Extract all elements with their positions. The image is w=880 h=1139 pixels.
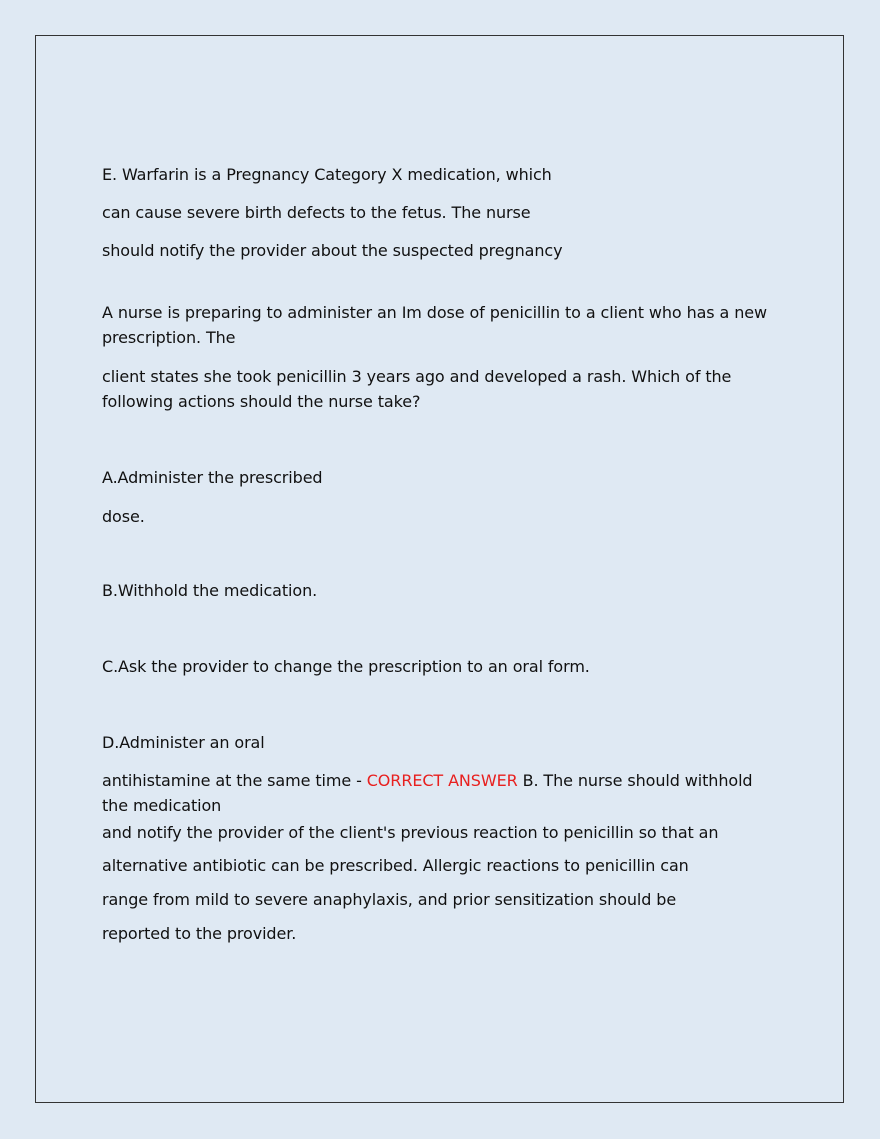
previous-answer-line-3: should notify the provider about the suspected pregnancy [102, 241, 563, 260]
answer-line-1 [102, 768, 782, 818]
correct-answer-label: CORRECT ANSWER [366, 771, 518, 790]
answer-line-5: reported to the provider. [102, 924, 297, 943]
answer-suffix: B. The nurse should withhold the medication [102, 771, 753, 815]
option-a-line-2: dose. [102, 507, 145, 526]
answer-line-2: and notify the provider of the client's previous reaction to penicillin so that an [102, 823, 719, 842]
previous-answer-line-2: can cause severe birth defects to the fetus. The nurse [102, 203, 531, 222]
answer-line-3: alternative antibiotic can be prescribed. Allergic reactions to penicillin can [102, 856, 689, 875]
option-b: B.Withhold the medication. [102, 581, 318, 600]
previous-answer-line-1: E. Warfarin is a Pregnancy Category X medication, which [102, 165, 552, 184]
question-text-part-1: A nurse is preparing to administer an Im dose of penicillin to a client who has a new prescription. The [102, 303, 767, 347]
question-text-part-2: client states she took penicillin 3 years ago and developed a rash. Which of the following actions should the nurse take? [102, 367, 732, 411]
option-a-line-1: A.Administer the prescribed [102, 468, 323, 487]
answer-prefix: antihistamine at the same time - [102, 771, 367, 790]
option-d-line-1: D.Administer an oral [102, 733, 265, 752]
option-c: C.Ask the provider to change the prescription to an oral form. [102, 657, 590, 676]
answer-line-4: range from mild to severe anaphylaxis, and prior sensitization should be [102, 890, 677, 909]
